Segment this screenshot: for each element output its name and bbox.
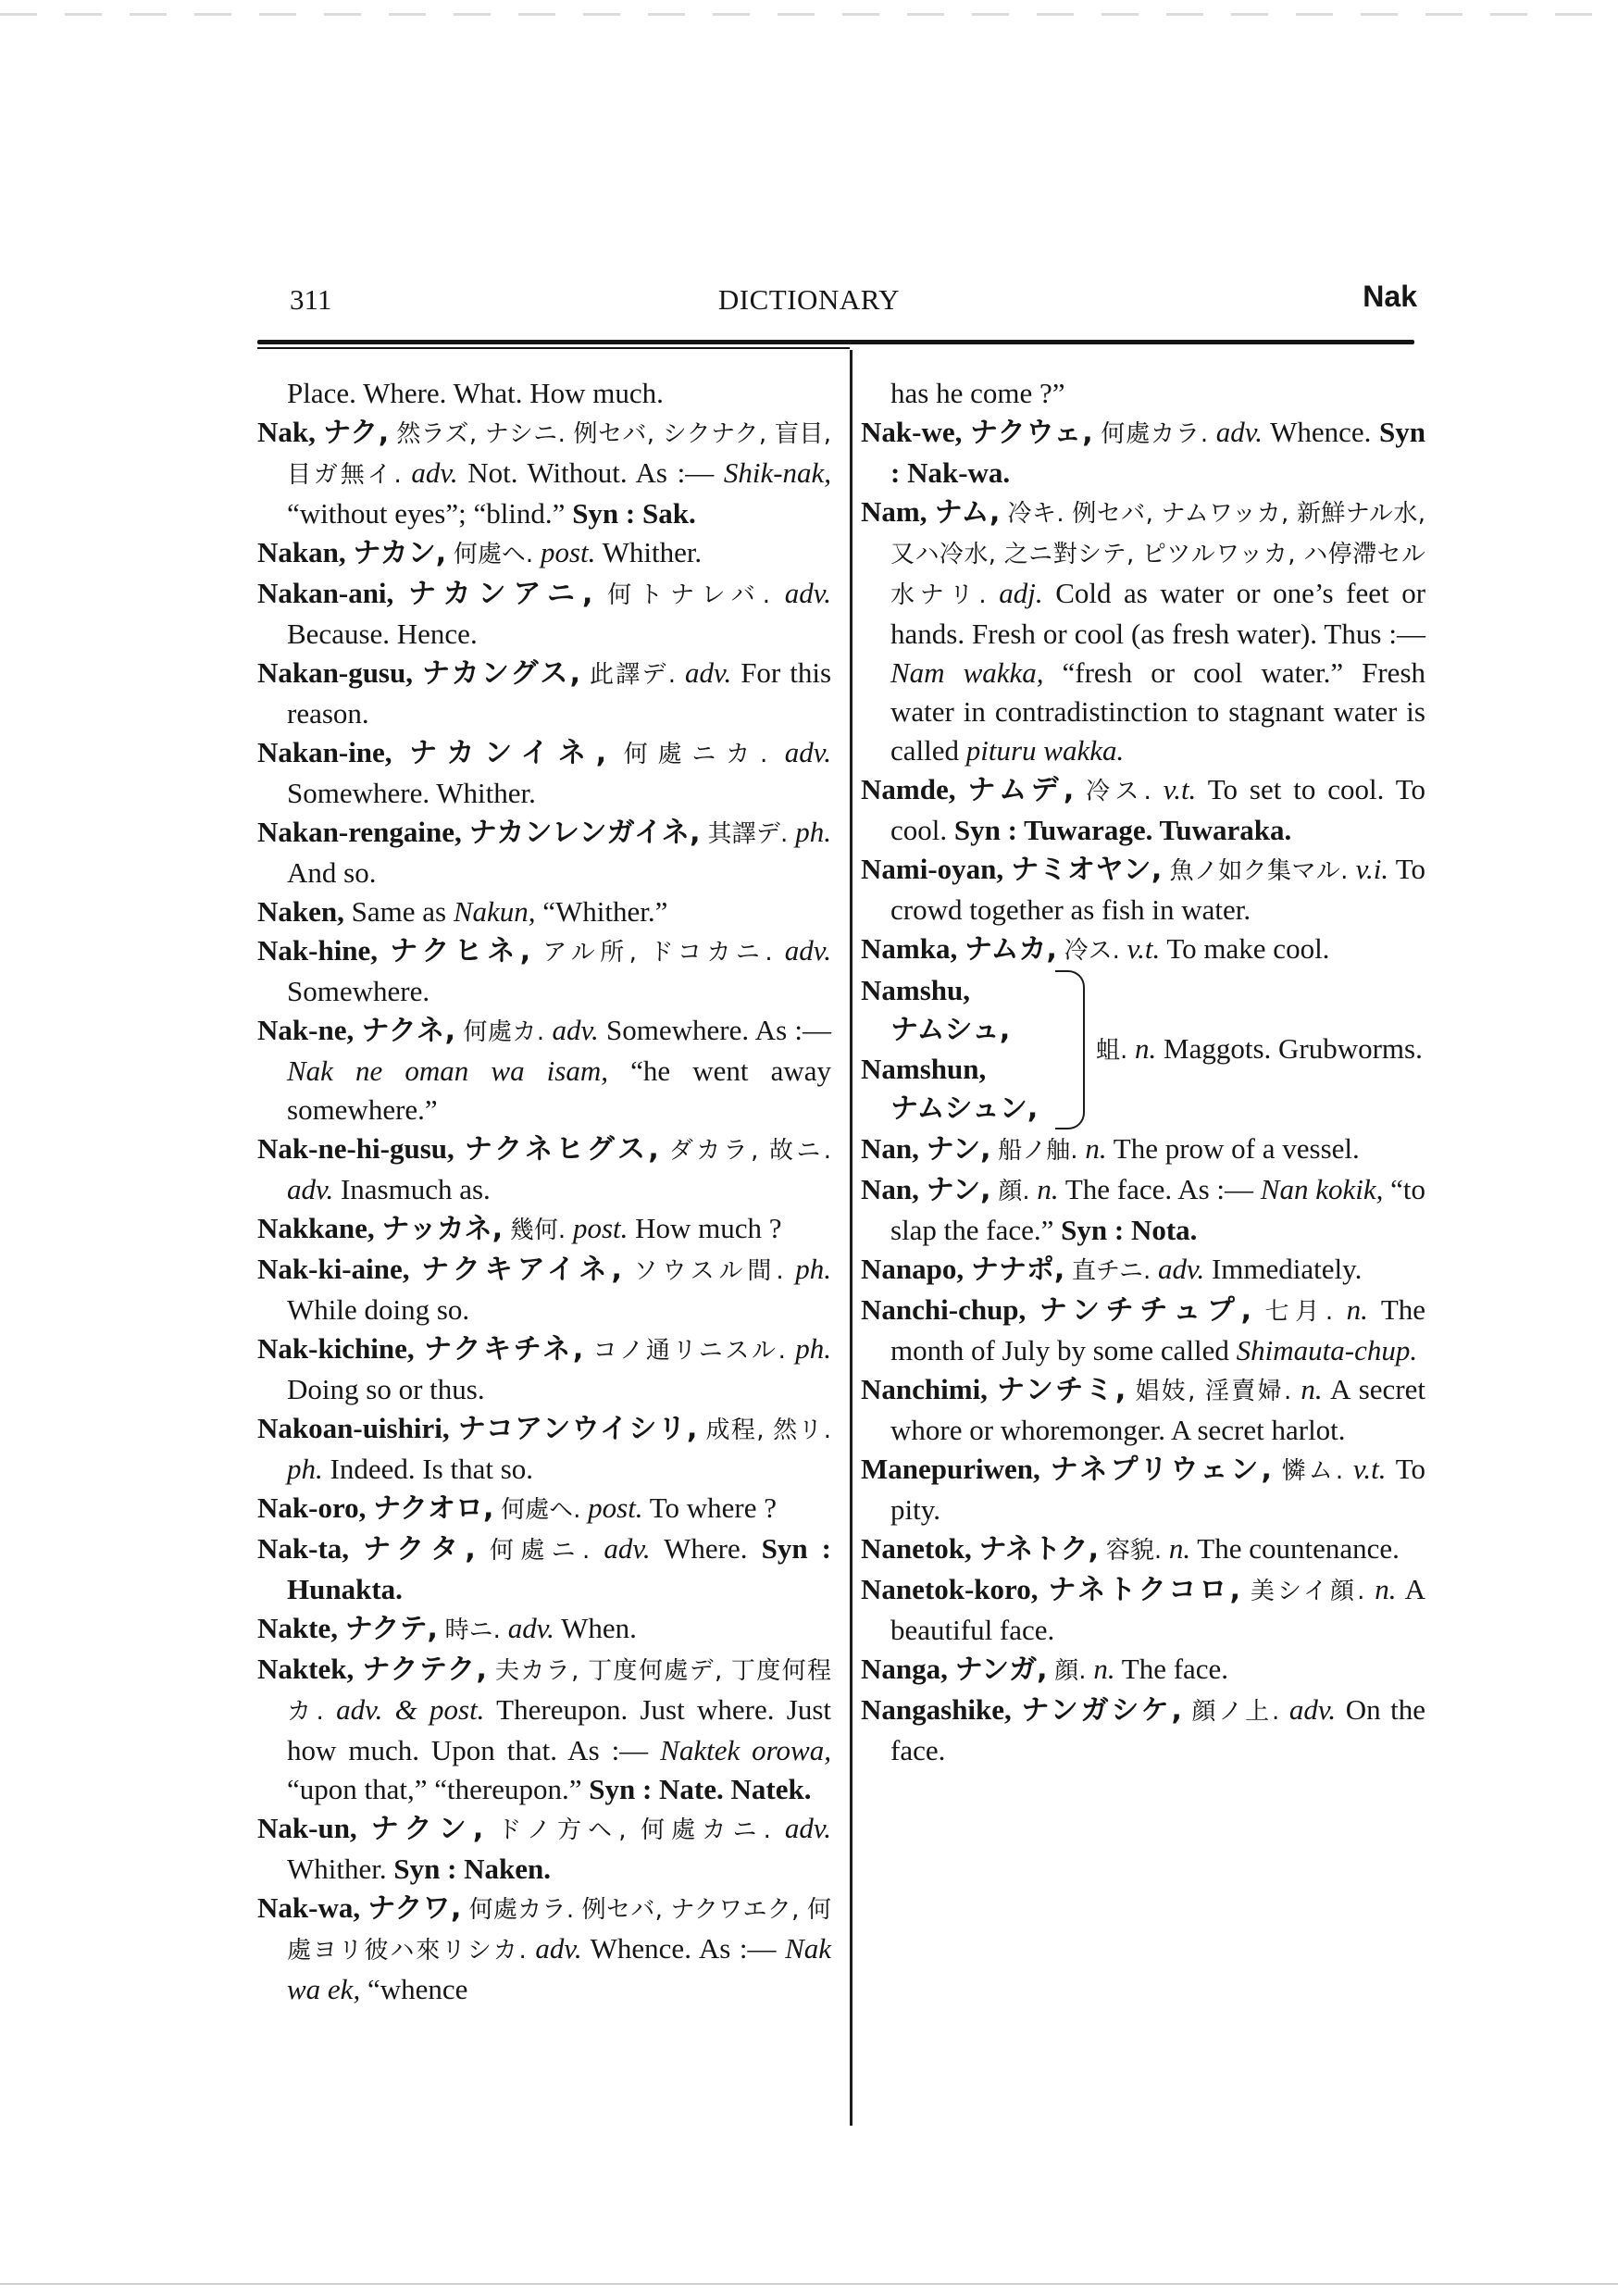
definition: To set to cool. To cool. [890,773,1426,846]
definition: Maggots. Grubworms. [1164,1032,1423,1065]
part-of-speech: adv. & post. [336,1693,485,1726]
dictionary-entry [861,1291,1425,1370]
japanese-gloss: 此譯デ. [590,661,676,689]
dictionary-entry [257,1250,831,1329]
dictionary-entry [861,1529,1425,1570]
dictionary-entry [257,1529,831,1609]
headword: Nanga, [861,1653,948,1685]
katakana-reading: ナンガシケ, [1021,1694,1182,1727]
definition: Somewhere. As :— [606,1014,832,1046]
headword: Nakan-gusu, [257,656,413,689]
katakana-reading: ナネプリウェン, [1050,1454,1272,1486]
example-word: Nak ne oman wa isam, [287,1054,608,1087]
part-of-speech: ph. [287,1453,323,1485]
headword: Nak-ta, [257,1532,350,1565]
dictionary-entry [257,1609,831,1650]
definition: Whence. As :— [590,1932,777,1965]
guide-word: Nak [1363,280,1417,313]
scan-bottom-edge [0,2283,1618,2285]
katakana-reading: ナム, [934,496,1001,529]
japanese-gloss: 何處ニカ. [623,741,768,768]
katakana-reading: ナクネヒグス, [464,1133,659,1166]
headword: Nanapo, [861,1253,965,1285]
headword: Nan, [861,1173,919,1205]
right-column [861,374,1425,1770]
headword: Nak-ne, [257,1014,355,1046]
headword: Nami-oyan, [861,853,1004,885]
example-word: Nan kokik, [1260,1173,1384,1205]
definition: The face. [1121,1653,1229,1685]
part-of-speech: v.t. [1163,773,1197,805]
part-of-speech: adv. [1288,1693,1337,1726]
example-word: Naktek orowa, [660,1734,831,1766]
dictionary-entry [257,1650,831,1809]
definition: How much ? [635,1212,782,1244]
headword: Nan, [861,1132,919,1165]
definition-continued: “he went away somewhere.” [287,1054,832,1126]
headword: Namshu, [861,974,971,1006]
japanese-gloss: ダカラ, 故ニ. [668,1137,832,1165]
definition: On the face. [890,1693,1426,1766]
part-of-speech: n. [1093,1653,1115,1685]
katakana-reading: ナン, [926,1133,991,1166]
page-number: 311 [290,283,332,316]
japanese-gloss: ソウスル間. [633,1257,784,1285]
definition: To crowd together as fish in water. [890,853,1425,926]
dictionary-entry [257,1889,831,2009]
katakana-reading: ナミオヤン, [1011,854,1163,886]
dictionary-entry [257,533,831,574]
japanese-gloss: 船ノ舳. [998,1137,1078,1165]
headword: Namshun, [861,1053,987,1085]
japanese-gloss: 時ニ. [444,1616,501,1644]
japanese-gloss: 然ラズ, ナシニ. 例セバ, シクナク, 盲目, 目ガ無イ. [287,420,832,489]
part-of-speech: v.i. [1355,853,1389,885]
definition: To make cool. [1166,932,1330,965]
headword: Nakoan-uishiri, [257,1412,450,1444]
headword: Nangashike, [861,1693,1012,1726]
headword: Nak-un, [257,1812,357,1844]
definition: When. [561,1612,637,1644]
katakana-reading: ナクタ, [363,1533,476,1566]
japanese-gloss: 何處ヘ. [501,1496,581,1524]
dictionary-entry [257,413,831,533]
katakana-reading: ナカンアニ, [408,578,593,610]
headword: Nakkane, [257,1212,375,1244]
part-of-speech: ph. [795,1253,832,1285]
part-of-speech: adv. [784,736,832,768]
part-of-speech: post. [588,1491,643,1524]
headword: Manepuriwen, [861,1453,1040,1485]
headword: Nakan, [257,536,346,568]
definition-continued: “Whither.” [542,895,668,928]
headword: Nak-wa, [257,1891,361,1924]
dictionary-entry [257,1209,831,1250]
katakana-reading: ナクテ, [344,1613,438,1645]
definition: The month of July by some called [890,1293,1426,1366]
definition-continued: “fresh or cool water.” Fresh water in contradistinction to stagnant water is called [890,656,1426,767]
part-of-speech: adv. [784,934,832,967]
katakana-reading: ナクキアイネ, [421,1254,622,1286]
dictionary-entry [861,1170,1425,1250]
running-title: DICTIONARY [717,283,901,316]
headword: Nak-we, [861,416,963,448]
headword: Nanchimi, [861,1373,988,1405]
definition: To where ? [649,1491,778,1524]
japanese-gloss: 娼妓, 淫賣婦. [1135,1378,1292,1405]
part-of-speech: adv. [784,1812,832,1844]
grouping-brace [1055,970,1085,1129]
japanese-gloss: 夫カラ, 丁度何處デ, 丁度何程カ. [287,1657,832,1726]
example-word: Nam wakka, [890,656,1044,689]
headword: Nak-oro, [257,1491,367,1524]
katakana-reading: ナクワ, [367,1892,462,1925]
katakana-reading: ナンチチュプ, [1039,1294,1252,1327]
japanese-gloss: 其譯デ. [707,820,789,848]
definition: Immediately. [1211,1253,1363,1285]
synonym: Syn : Naken. [393,1853,552,1885]
japanese-gloss: 憐ム. [1281,1457,1344,1485]
part-of-speech: adv. [1158,1253,1205,1285]
japanese-gloss: 魚ノ如ク集マル. [1169,857,1349,885]
part-of-speech: v.t. [1352,1453,1387,1485]
dictionary-entry [861,850,1425,930]
definition-continued: “without eyes”; “blind.” [287,497,566,530]
definition: A beautiful face. [890,1573,1426,1646]
column-divider [850,350,853,2126]
definition-continued: “to slap the face.” [890,1173,1426,1246]
headword: Nak-ki-aine, [257,1253,410,1285]
dictionary-entry [861,1250,1425,1291]
katakana-reading: ナカンレンガイネ, [468,817,701,849]
headword: Nam, [861,495,927,528]
part-of-speech: adj. [999,577,1043,609]
katakana-reading: ナク, [323,417,390,449]
scan-edge-speck [0,13,1618,16]
katakana-reading: ナクキチネ, [424,1333,584,1366]
headword: Nakan-ine, [257,736,392,768]
definition: Where. [664,1532,748,1565]
headword: Nanchi-chup, [861,1293,1027,1326]
headword: Nakte, [257,1612,338,1644]
katakana-reading: ナンチミ, [997,1374,1126,1406]
katakana-reading: ナムデ, [967,774,1075,806]
header-rule [257,340,1414,344]
katakana-reading: ナクウェ, [970,417,1093,449]
part-of-speech: ph. [795,1332,832,1365]
definition: Cold as water or one’s feet or hands. Fresh or cool (as fresh water). Thus :— [890,577,1426,650]
definition: Whither. [287,1853,387,1885]
headword: Namde, [861,773,956,805]
synonym: Syn : Nate. Natek. [589,1773,812,1805]
dictionary-entry [861,1570,1425,1650]
example-word: Nak wa ek, [287,1932,832,2005]
dictionary-entry-group [861,970,1425,1129]
part-of-speech: post. [572,1212,629,1244]
synonym: Syn : Hunakta. [287,1532,832,1605]
dictionary-entry [257,733,831,813]
part-of-speech: adv. [604,1532,651,1565]
definition: Whither. [602,536,703,568]
dictionary-entry [861,770,1425,850]
synonym: Syn : Nak-wa. [890,416,1426,489]
synonym: Syn : Tuwarage. Tuwaraka. [953,814,1292,846]
japanese-gloss: 容貌. [1105,1537,1163,1565]
japanese-gloss: 直チニ. [1072,1257,1151,1285]
japanese-gloss: 七月. [1264,1298,1334,1326]
part-of-speech: v.t. [1126,932,1161,965]
dictionary-entry [861,413,1425,493]
example-word: Shik-nak, [723,456,832,489]
japanese-gloss: 美シイ顔. [1250,1578,1365,1605]
part-of-speech: adv. [684,656,732,689]
definition-continued: “whence [367,1973,468,2005]
definition: And so. [287,856,377,889]
katakana-reading: ナン, [926,1174,991,1206]
dictionary-entry [257,813,831,892]
katakana-reading: ナムシュ, [890,1014,1011,1046]
example-word: pituru wakka. [965,734,1125,767]
japanese-gloss: 冷キ. 例セバ, ナムワッカ, 新鮮ナル水, 又ハ冷水, 之ニ對シテ, ピツルワッカ, ハ停滯セル水ナリ. [890,500,1426,609]
definition: Not. Without. As :— [467,456,715,489]
katakana-reading: ナクネ, [361,1015,456,1047]
part-of-speech: n. [1085,1132,1107,1165]
japanese-gloss: アル所, ドコカニ. [542,939,773,967]
dictionary-entry [257,931,831,1011]
japanese-gloss: 冷ス. [1086,778,1151,805]
definition: Doing so or thus. [287,1373,485,1405]
definition: The prow of a vessel. [1113,1132,1360,1165]
part-of-speech: adv. [287,1173,334,1205]
katakana-reading: ナンガ, [954,1653,1048,1686]
katakana-reading: ナムシュン, [890,1092,1039,1125]
dictionary-entry [257,1489,831,1529]
part-of-speech: adv. [784,577,831,609]
japanese-gloss: 顔. [998,1178,1030,1205]
japanese-gloss: 顔ノ上. [1191,1698,1280,1726]
japanese-gloss: 成程, 然リ. [705,1416,832,1444]
part-of-speech: n. [1135,1032,1157,1065]
dictionary-entry [861,493,1425,770]
katakana-reading: ナクオロ, [373,1492,494,1525]
part-of-speech: adv. [1215,416,1263,448]
headword: Nakan-ani, [257,577,394,609]
synonym: Syn : Nota. [1061,1214,1198,1246]
japanese-gloss: 何處ヘ. [453,541,534,568]
katakana-reading: ナコアンウイシリ, [457,1413,698,1445]
dictionary-entry [861,1691,1425,1770]
japanese-gloss: 何トナレバ. [607,581,771,609]
japanese-gloss: 何處カ. [463,1018,545,1046]
part-of-speech: adv. [507,1612,554,1644]
dictionary-entry [861,1370,1425,1450]
definition: Thereupon. Just where. Just how much. Upon that. As :— [287,1693,832,1766]
dictionary-entry [861,930,1425,970]
japanese-gloss: コノ通リニスル. [592,1337,786,1365]
definition: Same as [351,895,447,928]
part-of-speech: post. [540,536,596,568]
headword: Nak-ne-hi-gusu, [257,1132,454,1165]
part-of-speech: adv. [535,1932,582,1965]
part-of-speech: ph. [795,816,832,848]
part-of-speech: n. [1301,1373,1323,1405]
headword: Namka, [861,932,958,965]
dictionary-entry [861,1450,1425,1529]
japanese-gloss: 何處カラ. 例セバ, ナクワエク, 何處ヨリ彼ハ來リシカ. [287,1896,832,1965]
dictionary-entry [257,574,831,654]
katakana-reading: ナクテク, [362,1653,487,1686]
dictionary-entry [257,1409,831,1489]
entry-continuation: Place. Where. What. How much. [287,377,664,409]
katakana-reading: ナネトク, [978,1533,1100,1566]
entry-continuation: has he come ?” [890,377,1065,409]
katakana-reading: ナムカ, [964,933,1057,966]
headword: Naktek, [257,1653,355,1685]
japanese-gloss: 蛆. [1096,1037,1128,1065]
dictionary-entry [257,1011,831,1129]
katakana-reading: ナカングス, [421,657,581,690]
example-word: Shimauta-chup. [1236,1334,1418,1366]
part-of-speech: n. [1037,1173,1059,1205]
dictionary-entry [257,1809,831,1889]
dictionary-entry [861,1650,1425,1691]
japanese-gloss: 冷ス. [1064,937,1120,965]
part-of-speech: adv. [411,456,458,489]
japanese-gloss: 顔. [1054,1657,1087,1685]
headword: Naken, [257,895,344,928]
headword: Nak-hine, [257,934,379,967]
definition: The countenance. [1197,1532,1400,1565]
katakana-reading: ナカン, [353,537,447,569]
headword: Nanetok-koro, [861,1573,1039,1605]
japanese-gloss: 何處ニ. [489,1537,591,1565]
dictionary-entry [257,1129,831,1209]
japanese-gloss: ドノ方ヘ, 何處カニ. [497,1816,771,1844]
definition: While doing so. [287,1293,470,1326]
part-of-speech: n. [1375,1573,1397,1605]
definition: To pity. [890,1453,1426,1526]
definition-continued: “upon that,” “thereupon.” [287,1773,582,1805]
example-word: Nakun, [453,895,536,928]
left-column [257,374,831,2009]
definition: For this reason. [287,656,832,730]
dictionary-entry [861,1129,1425,1170]
dictionary-entry [257,892,831,931]
synonym: Syn : Sak. [572,497,696,530]
katakana-reading: ナネトクコロ, [1048,1574,1241,1606]
header-rule-thin [257,347,850,349]
headword: Nanetok, [861,1532,972,1565]
definition: Somewhere. [287,975,430,1007]
katakana-reading: ナクン, [370,1813,484,1845]
part-of-speech: n. [1346,1293,1368,1326]
part-of-speech: n. [1168,1532,1191,1565]
japanese-gloss: 何處カラ. [1101,420,1209,448]
page-header [0,280,1618,326]
headword: Nak, [257,416,316,448]
part-of-speech: adv. [552,1014,599,1046]
definition: Inasmuch as. [340,1173,491,1205]
dictionary-entry [257,1329,831,1409]
headword: Nak-kichine, [257,1332,415,1365]
definition: Indeed. Is that so. [330,1453,534,1485]
definition: The face. As :— [1064,1173,1254,1205]
katakana-reading: ナクヒネ, [390,935,531,967]
dictionary-entry [257,654,831,733]
definition: Whence. [1270,416,1372,448]
definition: A secret whore or whoremonger. A secret harlot. [890,1373,1426,1446]
japanese-gloss: 幾何. [509,1217,566,1244]
definition: Because. Hence. [287,618,478,650]
headword: Nakan-rengaine, [257,816,462,848]
definition: Somewhere. Whither. [287,777,536,809]
katakana-reading: ナカンイネ, [409,737,607,769]
katakana-reading: ナナポ, [970,1254,1065,1286]
katakana-reading: ナッカネ, [381,1213,504,1245]
